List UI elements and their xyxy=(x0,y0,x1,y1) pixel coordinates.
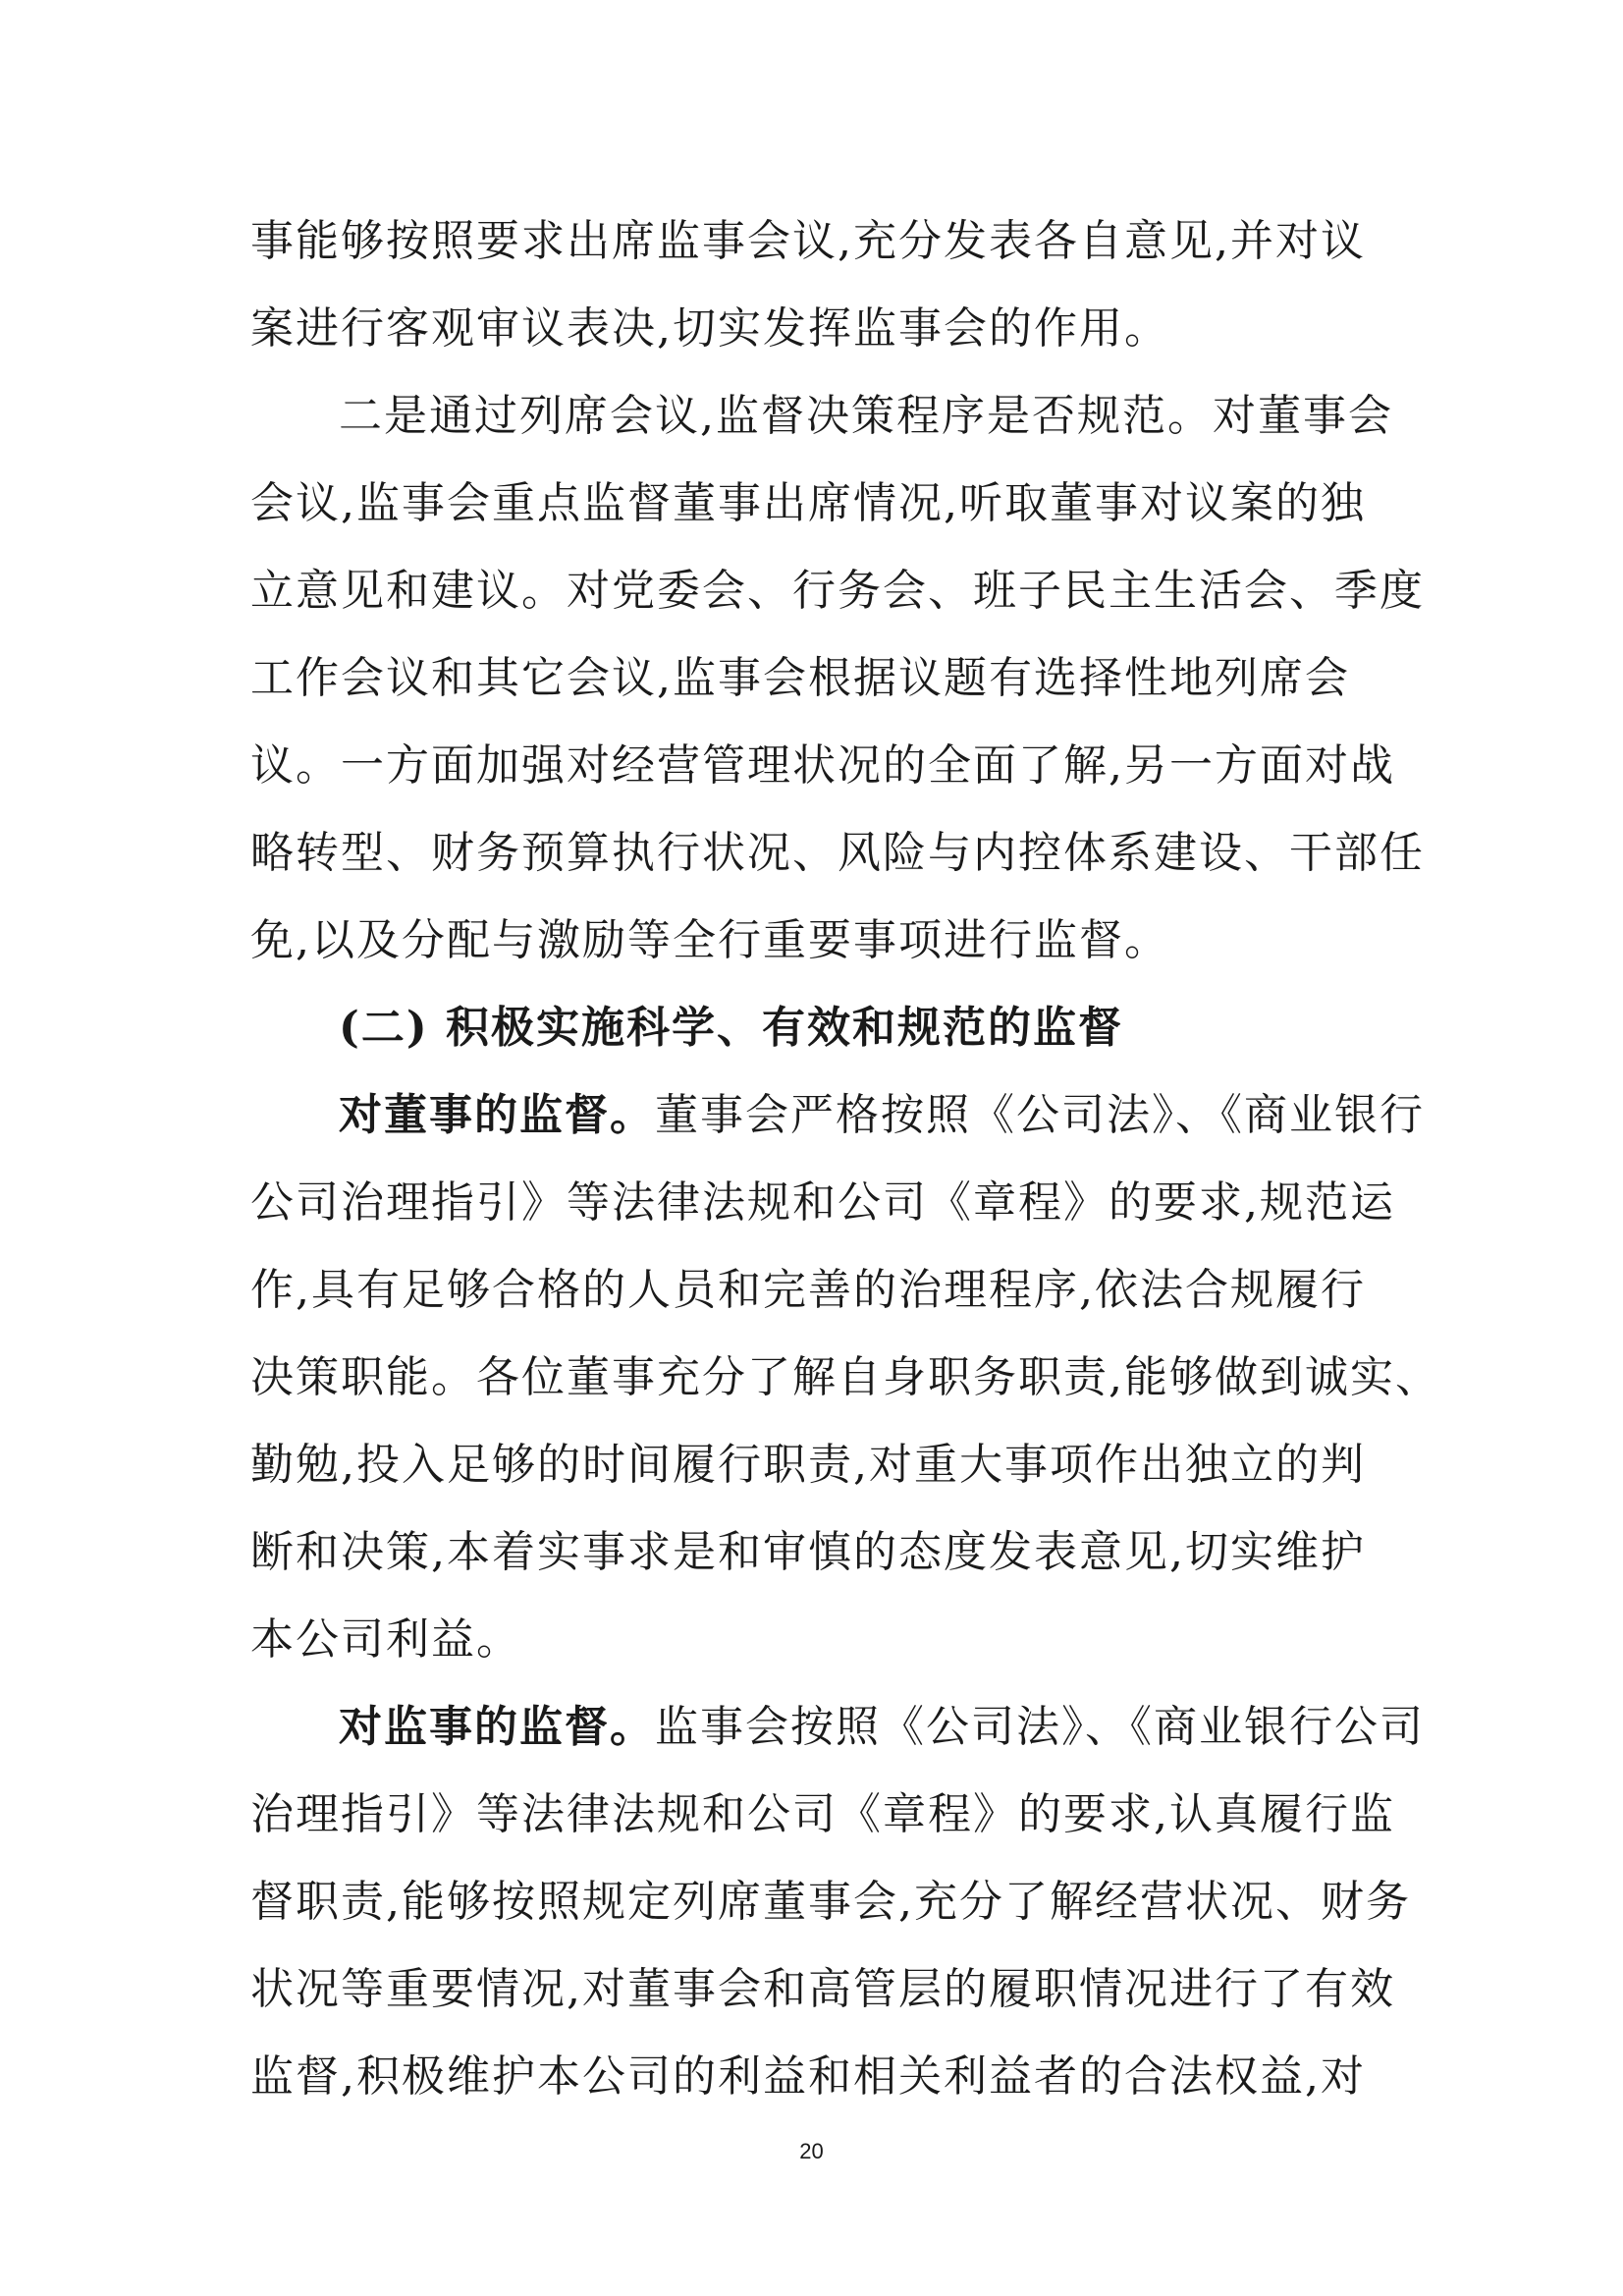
line-12-text: 公司治理指引》等法律法规和公司《章程》的要求,规范运 xyxy=(250,1177,1395,1228)
line-4-text: 会议,监事会重点监督董事出席情况,听取董事对议案的独 xyxy=(250,478,1366,528)
line-15-text: 勤勉,投入足够的时间履行职责,对重大事项作出独立的判 xyxy=(250,1440,1366,1490)
text-line-6 xyxy=(250,649,1350,708)
text-line-20 xyxy=(250,1873,1411,1932)
text-line-18 xyxy=(339,1698,1425,1757)
text-line-8 xyxy=(250,824,1425,883)
text-line-9 xyxy=(250,911,1169,970)
line-14-text: 决策职能。各位董事充分了解自身职务职责,能够做到诚实、 xyxy=(250,1352,1440,1402)
line-11-text: 董事会严格按照《公司法》、《商业银行 xyxy=(655,1090,1425,1140)
text-line-11 xyxy=(339,1086,1425,1145)
text-line-14 xyxy=(250,1348,1440,1407)
text-line-21 xyxy=(250,1960,1395,2019)
line-20-text: 督职责,能够按照规定列席董事会,充分了解经营状况、财务 xyxy=(250,1877,1411,1927)
line-2-text: 案进行客观审议表决,切实发挥监事会的作用。 xyxy=(250,303,1169,354)
text-line-2 xyxy=(250,300,1169,358)
line-8-text: 略转型、财务预算执行状况、风险与内控体系建设、干部任 xyxy=(250,828,1425,878)
text-line-22 xyxy=(250,2048,1366,2106)
text-line-13 xyxy=(250,1261,1366,1320)
director-supervision-lead: 对董事的监督。 xyxy=(339,1090,655,1140)
text-line-15 xyxy=(250,1436,1366,1495)
section-heading-text: (二) 积极实施科学、有效和规范的监督 xyxy=(339,1003,1123,1053)
line-22-text: 监督,积极维护本公司的利益和相关利益者的合法权益,对 xyxy=(250,2051,1366,2102)
line-5-text: 立意见和建议。对党委会、行务会、班子民主生活会、季度 xyxy=(250,566,1425,616)
text-line-7 xyxy=(250,737,1395,795)
text-line-16 xyxy=(250,1523,1366,1582)
page-number: 20 xyxy=(799,2139,824,2163)
text-line-12 xyxy=(250,1174,1395,1232)
text-line-3 xyxy=(339,387,1393,446)
line-21-text: 状况等重要情况,对董事会和高管层的履职情况进行了有效 xyxy=(250,1964,1395,2014)
line-1-text: 事能够按照要求出席监事会议,充分发表各自意见,并对议 xyxy=(250,216,1366,266)
text-line-1 xyxy=(250,212,1366,271)
section-heading xyxy=(339,999,1123,1058)
text-line-4 xyxy=(250,474,1366,533)
line-6-text: 工作会议和其它会议,监事会根据议题有选择性地列席会 xyxy=(250,653,1350,703)
text-line-5 xyxy=(250,562,1425,621)
text-line-19 xyxy=(250,1785,1395,1844)
line-7-text: 议。一方面加强对经营管理状况的全面了解,另一方面对战 xyxy=(250,740,1395,791)
line-9-text: 免,以及分配与激励等全行重要事项进行监督。 xyxy=(250,915,1169,965)
supervisor-supervision-lead: 对监事的监督。 xyxy=(339,1702,655,1752)
line-19-text: 治理指引》等法律法规和公司《章程》的要求,认真履行监 xyxy=(250,1789,1395,1839)
line-13-text: 作,具有足够合格的人员和完善的治理程序,依法合规履行 xyxy=(250,1265,1366,1315)
line-18-text: 监事会按照《公司法》、《商业银行公司 xyxy=(655,1702,1425,1752)
line-17-text: 本公司利益。 xyxy=(250,1614,521,1665)
line-16-text: 断和决策,本着实事求是和审慎的态度发表意见,切实维护 xyxy=(250,1527,1366,1577)
text-line-17 xyxy=(250,1611,521,1669)
line-3-text: 二是通过列席会议,监督决策程序是否规范。对董事会 xyxy=(339,391,1393,441)
